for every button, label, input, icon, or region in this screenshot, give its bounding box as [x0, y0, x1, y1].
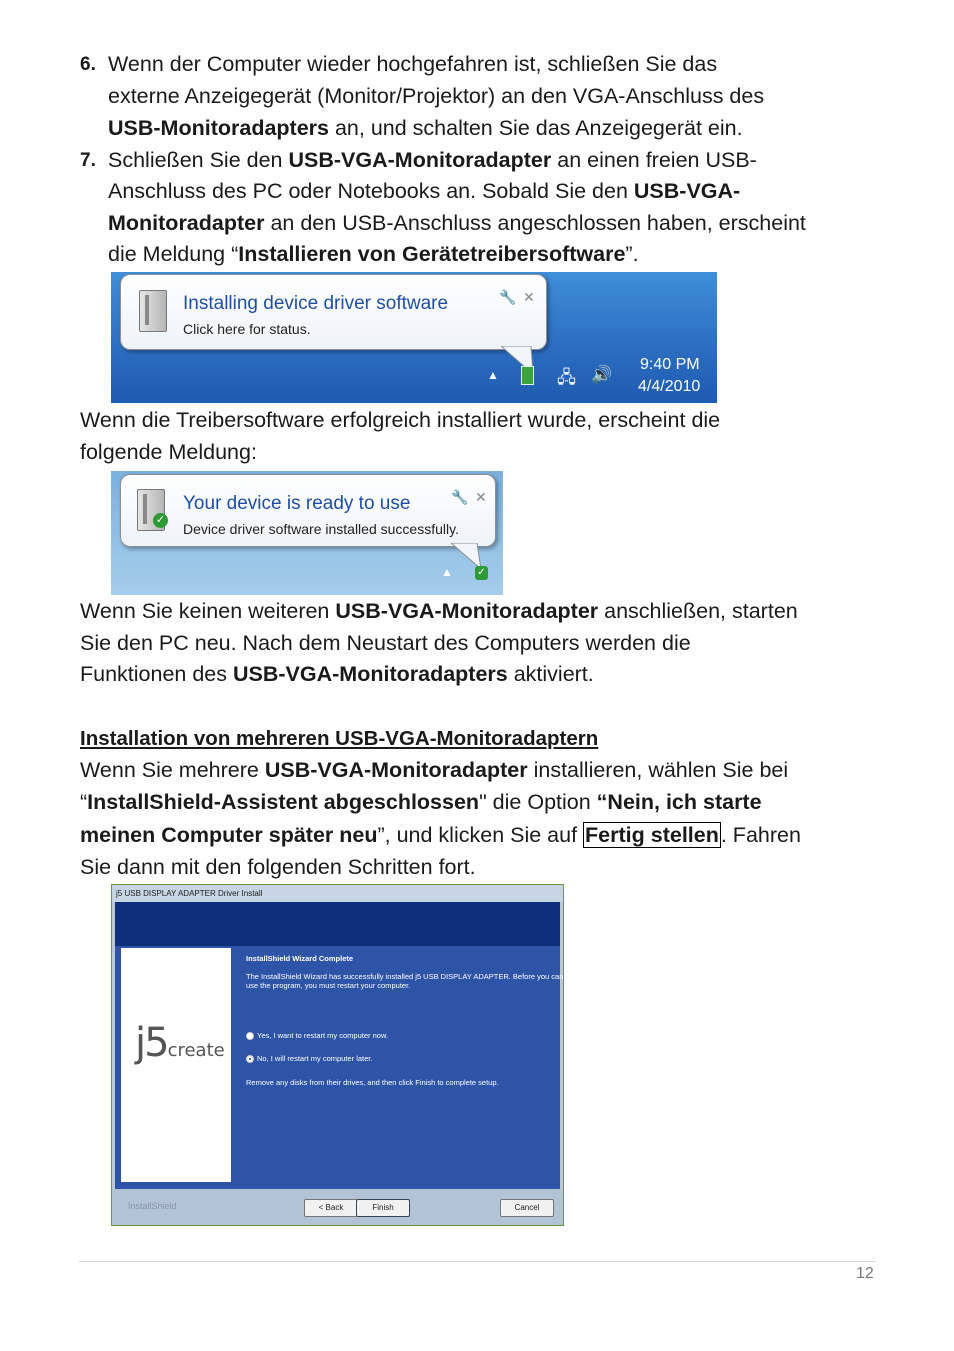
text-run: " die Option — [479, 790, 597, 814]
cancel-button[interactable]: Cancel — [500, 1199, 554, 1217]
balloon-subtitle: Click here for status. — [183, 321, 311, 337]
text-run: Anschluss des PC oder Notebooks an. Sobald Sie den — [108, 179, 634, 203]
footer-divider — [79, 1261, 876, 1262]
step-number-6: 6. — [80, 54, 96, 75]
close-icon[interactable]: ✕ — [475, 489, 487, 505]
step6-line2: externe Anzeigegerät (Monitor/Projektor) an den VGA-Anschluss des — [108, 84, 765, 108]
tray-date[interactable]: 4/4/2010 — [638, 378, 701, 395]
section-line1 — [80, 755, 788, 787]
network-icon[interactable]: 🖧 — [557, 368, 576, 387]
usb-device-tray-icon[interactable] — [521, 366, 534, 385]
balloon-title: Your device is ready to use — [183, 493, 411, 514]
bold-term: “Nein, ich starte — [596, 790, 762, 814]
restart-later-radio[interactable] — [246, 1055, 254, 1063]
bold-term: USB-VGA-Monitoradapter — [288, 148, 552, 172]
notification-screenshot-ready — [111, 471, 503, 595]
text-run: an einen freien USB- — [551, 148, 757, 172]
wizard-description-line2: use the program, you must restart your computer. — [246, 981, 411, 990]
device-icon — [139, 290, 167, 332]
notification-balloon[interactable] — [120, 474, 496, 547]
text-run: Funktionen des — [80, 662, 233, 686]
page-number: 12 — [856, 1265, 874, 1282]
bold-term: meinen Computer später neu — [80, 823, 378, 847]
step6-line1: Wenn der Computer wieder hochgefahren ist, schließen Sie das — [108, 52, 718, 76]
balloon-subtitle: Device driver software installed successfully. — [183, 521, 459, 537]
restart-now-label[interactable]: Yes, I want to restart my computer now. — [257, 1031, 389, 1040]
para-restart-line2: Sie den PC neu. Nach dem Neustart des Computers werden die — [80, 631, 691, 655]
installer-window-screenshot — [111, 884, 564, 1226]
para-restart-line3 — [80, 659, 594, 691]
close-icon[interactable]: ✕ — [523, 289, 535, 305]
wizard-heading: InstallShield Wizard Complete — [246, 954, 354, 963]
text-run: ”, und klicken Sie auf — [377, 823, 584, 847]
finish-button[interactable]: Finish — [356, 1199, 410, 1217]
section-line4: Sie dann mit den folgenden Schritten fort. — [80, 855, 476, 879]
j5create-logo: j5create — [135, 1020, 225, 1066]
back-button[interactable]: < Back — [304, 1199, 358, 1217]
step7-line2 — [108, 176, 740, 208]
installer-footer — [112, 1189, 563, 1225]
para-restart-line1 — [80, 596, 798, 628]
bold-term: USB-Monitoradapters — [108, 116, 329, 140]
section-heading: Installation von mehreren USB-VGA-Monitoradaptern — [80, 727, 599, 750]
text-run: aktiviert. — [507, 662, 594, 686]
installer-content-panel — [115, 946, 564, 1189]
show-hidden-icons-icon[interactable]: ▲ — [487, 368, 499, 382]
step7-line3 — [108, 208, 806, 240]
text-run: anschließen, starten — [598, 599, 798, 623]
restart-now-radio[interactable] — [246, 1032, 254, 1040]
para-success-line2: folgende Meldung: — [80, 440, 257, 464]
window-title: j5 USB DISPLAY ADAPTER Driver Install — [112, 885, 564, 902]
step7-line1 — [108, 145, 757, 177]
bold-term: Installieren von Gerätetreibersoftware — [238, 242, 626, 266]
settings-icon[interactable]: 🔧 — [499, 289, 517, 305]
bold-term: USB-VGA-Monitoradapter — [264, 758, 528, 782]
notification-balloon[interactable] — [120, 274, 547, 350]
text-run: installieren, wählen Sie bei — [527, 758, 789, 782]
text-run: Wenn Sie mehrere — [80, 758, 265, 782]
show-hidden-icons-icon[interactable]: ▲ — [441, 565, 453, 579]
bold-term: USB-VGA-Monitoradapters — [233, 662, 508, 686]
installer-logo-panel — [121, 948, 231, 1182]
text-run: Wenn Sie keinen weiteren — [80, 599, 336, 623]
finish-term-boxed: Fertig stellen — [585, 823, 719, 847]
notification-screenshot-installing — [111, 272, 717, 403]
para-success-line1: Wenn die Treibersoftware erfolgreich installiert wurde, erscheint die — [80, 408, 721, 432]
success-check-icon: ✓ — [153, 513, 168, 528]
section-line2 — [80, 787, 762, 819]
tray-time[interactable]: 9:40 PM — [640, 356, 700, 373]
remove-disks-note: Remove any disks from their drives, and then click Finish to complete setup. — [246, 1078, 499, 1087]
settings-icon[interactable]: 🔧 — [451, 489, 469, 505]
text-run: die Meldung “ — [108, 242, 239, 266]
bold-term: USB-VGA-Monitoradapter — [335, 599, 599, 623]
step6-line3 — [108, 113, 743, 145]
bold-term: USB-VGA- — [633, 179, 741, 203]
text-run: an, und schalten Sie das Anzeigegerät ein. — [328, 116, 743, 140]
text-run: Schließen Sie den — [108, 148, 289, 172]
text-run: ”. — [625, 242, 639, 266]
installshield-brand: InstallShield — [128, 1201, 177, 1211]
balloon-title: Installing device driver software — [183, 293, 449, 314]
text-run: an den USB-Anschluss angeschlossen haben, erscheint — [264, 211, 806, 235]
volume-icon[interactable]: 🔊 — [591, 365, 613, 384]
usb-device-ready-tray-icon[interactable]: ✓ — [475, 566, 488, 580]
section-line3 — [80, 820, 801, 852]
step-number-7: 7. — [80, 150, 96, 171]
wizard-description-line1: The InstallShield Wizard has successfully installed j5 USB DISPLAY ADAPTER. Before you can — [246, 972, 564, 981]
bold-term: InstallShield-Assistent abgeschlossen — [87, 790, 480, 814]
bold-term: Monitoradapter — [108, 211, 265, 235]
text-run: . Fahren — [720, 823, 801, 847]
installer-header-bar — [115, 902, 560, 946]
text-run: “ — [80, 790, 88, 814]
step7-line4 — [108, 239, 639, 271]
restart-later-label[interactable]: No, I will restart my computer later. — [257, 1054, 373, 1063]
